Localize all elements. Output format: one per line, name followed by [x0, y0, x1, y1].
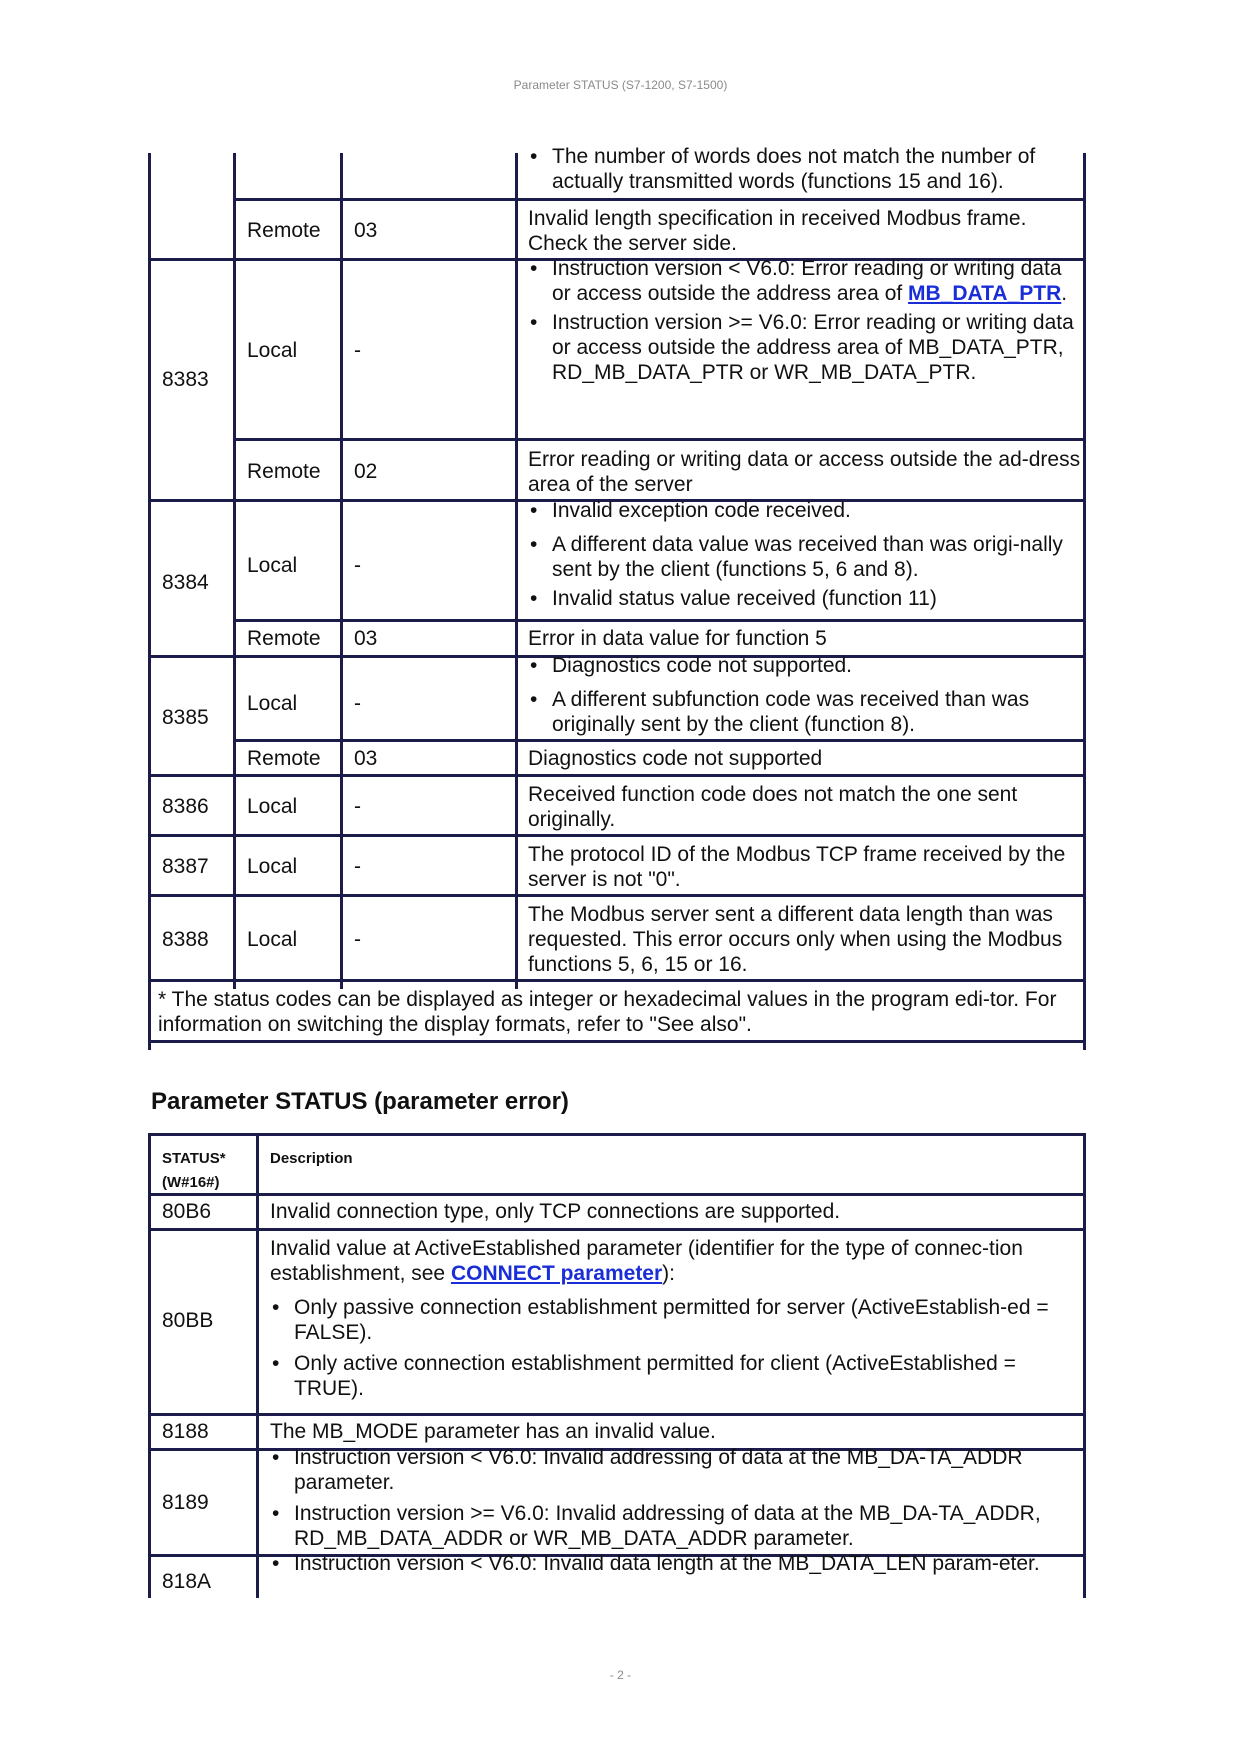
type-cell: Local	[247, 554, 298, 577]
status-code-cell: 80B6	[162, 1200, 212, 1223]
code-cell: -	[354, 855, 361, 878]
status-code-cell: 8386	[162, 795, 209, 818]
status-code-cell: 8384	[162, 571, 209, 594]
code-cell: -	[354, 554, 361, 577]
description-cell: Invalid length specification in received Modbus frame. Check the server side.	[528, 207, 1027, 255]
status-code-cell: 8189	[162, 1491, 209, 1514]
code-cell: 03	[354, 627, 378, 650]
description-cell: Received function code does not match the one sent originally.	[528, 783, 1018, 831]
bullet-item: • Only active connection establishment permitted for client (ActiveEstablished = TRUE).	[270, 1351, 1080, 1401]
table1-row-divider	[233, 438, 1086, 441]
table2-row-divider	[148, 1413, 1086, 1416]
type-cell: Remote	[247, 460, 321, 483]
running-header: Parameter STATUS (S7-1200, S7-1500)	[513, 78, 728, 92]
type-cell: Local	[247, 928, 298, 951]
bullet-item: • Instruction version < V6.0: Invalid data length at the MB_DATA_LEN param-eter.	[270, 1551, 1082, 1576]
mb-data-ptr-link[interactable]: MB_DATA_PTR	[908, 282, 1062, 305]
code-cell: -	[354, 339, 361, 362]
status-code-cell: 8388	[162, 928, 209, 951]
table-footnote: * The status codes can be displayed as integer or hexadecimal values in the program edi-tor. For information on switching the display formats, refer to "See also".	[158, 988, 1057, 1036]
status-code-cell: 818A	[162, 1570, 212, 1593]
table1-row-divider	[148, 894, 1086, 897]
code-cell: 02	[354, 460, 378, 483]
code-cell: -	[354, 795, 361, 818]
table1-row-divider	[233, 619, 1086, 622]
description-cell: Error reading or writing data or access outside the ad-dress area of the server	[528, 448, 1081, 496]
table-row	[528, 144, 1083, 194]
bullet-item: • Only passive connection establishment permitted for server (ActiveEstablish-ed = FALSE).	[270, 1295, 1080, 1345]
type-cell: Remote	[247, 219, 321, 242]
bullet-item: • Instruction version >= V6.0: Error reading or writing data or access outside the address area of MB_DATA_PTR, RD_MB_DATA_PTR or WR_MB_DATA_PTR.	[528, 310, 1083, 385]
description-cell: The MB_MODE parameter has an invalid value.	[270, 1420, 716, 1443]
table1-row-divider	[233, 739, 1086, 742]
bullet-item: • Instruction version >= V6.0: Invalid addressing of data at the MB_DA-TA_ADDR, RD_MB_DATA_ADDR or WR_MB_DATA_ADDR parameter.	[270, 1501, 1070, 1551]
table2-col-divider	[256, 1133, 259, 1598]
column-header-description: Description	[270, 1150, 353, 1167]
table1-row-divider	[148, 979, 1086, 982]
bullet-item: • Invalid status value received (function 11)	[528, 586, 1083, 611]
column-header-status: STATUS* (W#16#)	[162, 1150, 226, 1191]
table1-col-divider	[233, 153, 236, 989]
description-cell: The Modbus server sent a different data length than was requested. This error occurs only when using the Modbus functions 5, 6, 15 or 16.	[528, 903, 1063, 976]
bullet-item: • A different data value was received than was origi-nally sent by the client (functions 5, 6 and 8).	[528, 532, 1083, 582]
table1-row-divider	[148, 774, 1086, 777]
description-cell	[270, 1551, 1082, 1576]
code-cell: -	[354, 928, 361, 951]
table2-row-divider	[148, 1228, 1086, 1231]
table2-row-divider	[148, 1193, 1086, 1196]
table1-border-bottom	[148, 1040, 1086, 1043]
type-cell: Local	[247, 339, 298, 362]
table1-row-divider	[148, 834, 1086, 837]
description-cell: Invalid connection type, only TCP connections are supported.	[270, 1200, 841, 1223]
description-cell	[528, 498, 1083, 611]
description-cell: Invalid value at ActiveEstablished parameter (identifier for the type of connec-tion establishment, see CONNECT parameter): • Only passive connection establishment permitted for server (ActiveEstablish-ed = FALSE). • Only active connection establishment permitted for client (ActiveEstablished = TRUE).	[270, 1236, 1080, 1401]
bullet-item: • Instruction version < V6.0: Invalid addressing of data at the MB_DA-TA_ADDR parameter.	[270, 1445, 1070, 1495]
description-cell: The protocol ID of the Modbus TCP frame received by the server is not "0".	[528, 843, 1066, 891]
status-code-cell: 8387	[162, 855, 209, 878]
type-cell: Local	[247, 692, 298, 715]
code-cell: 03	[354, 747, 378, 770]
type-cell: Remote	[247, 627, 321, 650]
bullet-item: • A different subfunction code was received than was originally sent by the client (function 8).	[528, 687, 1083, 737]
bullet-item: • Instruction version < V6.0: Error reading or writing data or access outside the address area of MB_DATA_PTR.	[528, 256, 1083, 306]
connect-parameter-link[interactable]: CONNECT parameter	[450, 1262, 663, 1285]
page-number: - 2 -	[609, 1668, 632, 1682]
table2-border-right	[1083, 1133, 1086, 1598]
table1-col-divider	[515, 153, 518, 989]
table1-border-left	[148, 153, 151, 1050]
table1-col-divider	[340, 153, 343, 989]
status-code-cell: 8188	[162, 1420, 209, 1443]
status-code-cell: 8385	[162, 706, 209, 729]
status-code-cell: 80BB	[162, 1309, 214, 1332]
status-code-cell: 8383	[162, 368, 209, 391]
code-cell: -	[354, 692, 361, 715]
description-cell: Error in data value for function 5	[528, 627, 827, 650]
table2-border-top	[148, 1133, 1086, 1136]
type-cell: Local	[247, 855, 298, 878]
section-heading: Parameter STATUS (parameter error)	[151, 1088, 569, 1115]
table1-border-right	[1083, 153, 1086, 1050]
bullet-item: • Diagnostics code not supported.	[528, 653, 1083, 678]
description-cell	[528, 256, 1083, 385]
type-cell: Remote	[247, 747, 321, 770]
bullet-item: • Invalid exception code received.	[528, 498, 1083, 523]
description-cell	[270, 1445, 1070, 1551]
description-cell	[528, 653, 1083, 737]
table2-border-left	[148, 1133, 151, 1598]
code-cell: 03	[354, 219, 378, 242]
bullet-item: • The number of words does not match the number of actually transmitted words (functions 15 and 16).	[528, 144, 1083, 194]
description-cell: Diagnostics code not supported	[528, 747, 823, 770]
type-cell: Local	[247, 795, 298, 818]
table1-row-divider	[233, 198, 1086, 201]
